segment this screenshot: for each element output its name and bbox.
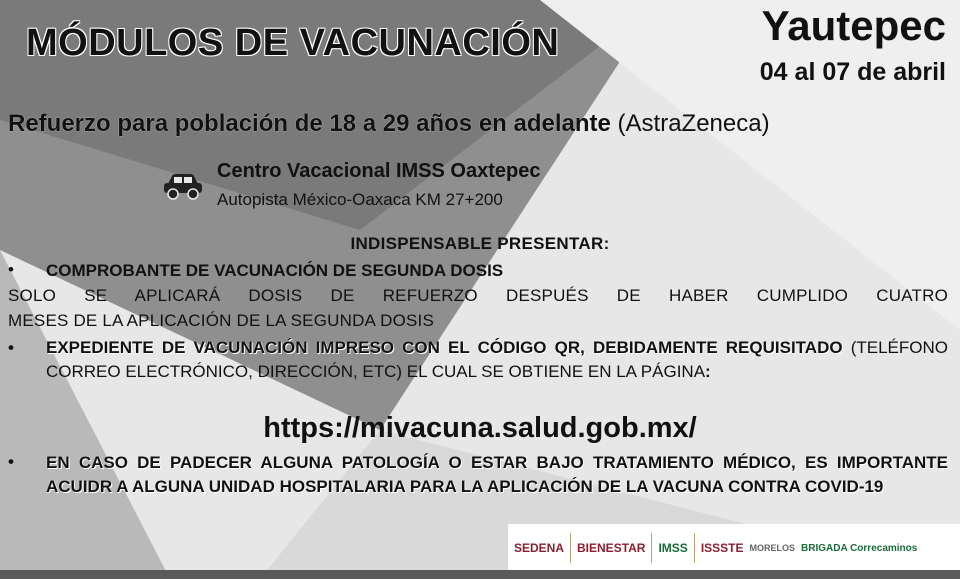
- brigada-correcaminos-logo: BRIGADA Correcaminos: [801, 542, 918, 554]
- bienestar-logo: BIENESTAR: [577, 541, 646, 555]
- sedena-logo: SEDENA: [514, 541, 565, 555]
- bullet-2: •: [8, 338, 14, 357]
- bullet-1: •: [8, 260, 14, 279]
- note-line-2: MESES DE LA APLICACIÓN DE LA SEGUNDA DOSIS: [8, 311, 434, 330]
- requirement-item-2-detail: (TELÉFONO CORREO ELECTRÓNICO, DIRECCIÓN, ETC) EL CUAL SE OBTIENE EN LA PÁGINA: [46, 338, 948, 381]
- bottom-strip: [0, 570, 960, 579]
- date-range: 04 al 07 de abril: [759, 58, 946, 86]
- requirement-item-2-colon: :: [705, 362, 711, 381]
- venue-address: Autopista México-Oaxaca KM 27+200: [217, 190, 503, 209]
- institution-logos: [508, 524, 960, 572]
- city-name: Yautepec: [761, 2, 946, 49]
- divider: [694, 533, 695, 563]
- target-population-bold: Refuerzo para población de 18 a 29 años en adelante: [8, 110, 611, 137]
- target-population: [8, 110, 770, 138]
- venue-name: Centro Vacacional IMSS Oaxtepec: [217, 160, 541, 182]
- issste-logo: ISSSTE: [700, 541, 744, 555]
- note-line-1: SOLO SE APLICARÁ DOSIS DE REFUERZO DESPUÉS DE HABER CUMPLIDO CUATRO: [8, 286, 948, 305]
- bullet-3: •: [8, 452, 14, 471]
- requirements-title: INDISPENSABLE PRESENTAR:: [350, 234, 610, 253]
- requirement-item-3: EN CASO DE PADECER ALGUNA PATOLOGÍA O ESTAR BAJO TRATAMIENTO MÉDICO, ES IMPORTANTE ACUIDR A ALGUNA UNIDAD HOSPITALARIA PARA LA APLICACIÓN DE LA VACUNA CONTRA COVID-19: [46, 453, 948, 496]
- divider: [651, 533, 652, 563]
- requirement-item-1: COMPROBANTE DE VACUNACIÓN DE SEGUNDA DOSIS: [46, 261, 504, 280]
- morelos-logo: MORELOS: [749, 543, 796, 553]
- divider: [570, 533, 571, 563]
- vaccination-url: https://mivacuna.salud.gob.mx/: [263, 412, 697, 444]
- requirement-item-2: [46, 336, 948, 384]
- requirement-item-2-bold: EXPEDIENTE DE VACUNACIÓN IMPRESO CON EL CÓDIGO QR, DEBIDAMENTE REQUISITADO: [46, 338, 843, 357]
- imss-logo: IMSS: [658, 541, 688, 555]
- car-icon: [162, 172, 204, 200]
- vaccine-brand: (AstraZeneca): [610, 110, 770, 137]
- page-title: MÓDULOS DE VACUNACIÓN: [26, 22, 560, 64]
